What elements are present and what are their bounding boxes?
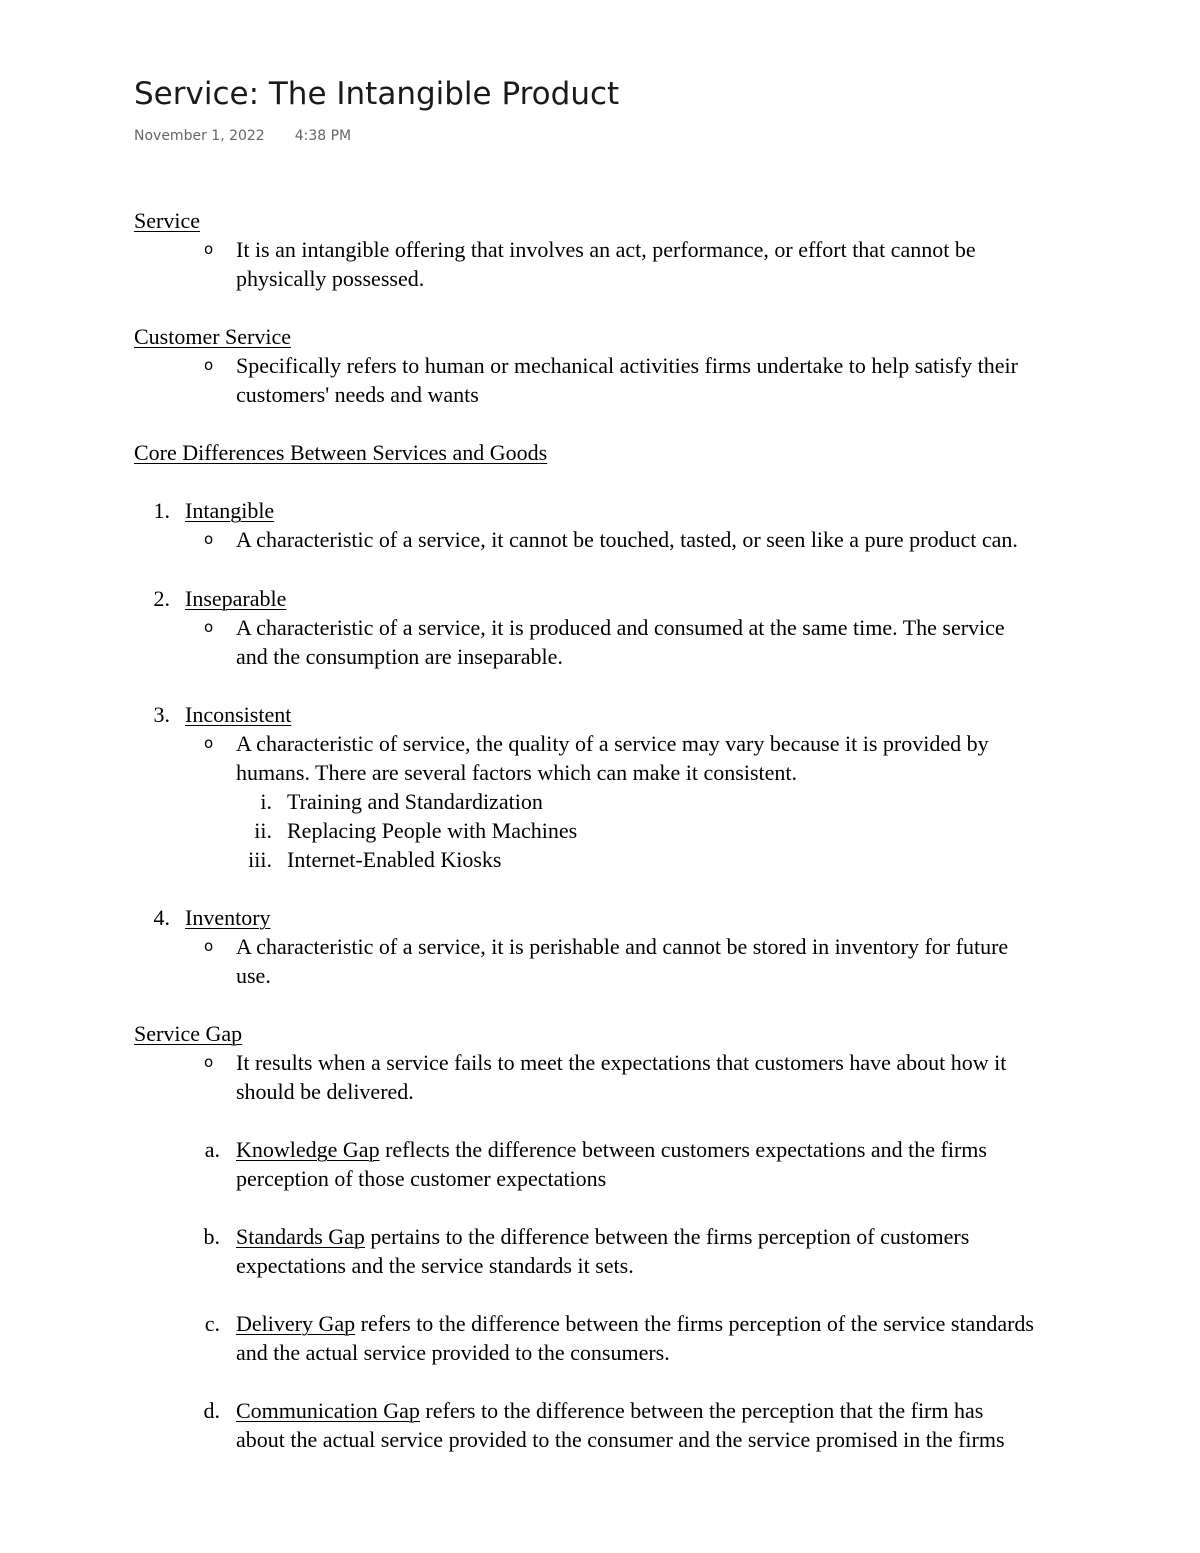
page-title: Service: The Intangible Product <box>134 76 620 112</box>
gap-text: and the actual service provided to the consumers. <box>236 1340 670 1365</box>
item-text-line: A characteristic of service, the quality of a service may vary because it is provided by <box>236 731 989 756</box>
note-time: 4:38 PM <box>294 128 352 144</box>
bullet-glyph: o <box>204 1053 214 1071</box>
gap-marker: d. <box>203 1398 220 1423</box>
item-label-intangible: Intangible <box>185 498 275 523</box>
gap-line <box>236 1222 969 1251</box>
gap-text: pertains to the difference between the firms perception of customers <box>364 1224 970 1249</box>
bullet-glyph: o <box>204 240 214 258</box>
gap-text: expectations and the service standards it sets. <box>236 1253 634 1278</box>
gap-term-standards: Standards Gap <box>236 1224 365 1249</box>
gap-marker: c. <box>204 1311 220 1336</box>
sub-list-marker: iii. <box>248 847 272 872</box>
item-text-line: A characteristic of a service, it is perishable and cannot be stored in inventory for future <box>236 934 1009 959</box>
heading-customer-service: Customer Service <box>134 324 292 349</box>
gap-marker: b. <box>203 1224 220 1249</box>
service-definition-line: It is an intangible offering that involves an act, performance, or effort that cannot be <box>236 237 976 262</box>
bullet-glyph: o <box>204 356 214 374</box>
service-definition-line: physically possessed. <box>236 266 425 291</box>
gap-term-communication: Communication Gap <box>236 1398 420 1423</box>
service-gap-line: It results when a service fails to meet the expectations that customers have about how it <box>236 1050 1007 1075</box>
item-text-line: humans. There are several factors which can make it consistent. <box>236 760 797 785</box>
heading-service-gap: Service Gap <box>134 1021 243 1046</box>
list-marker: 3. <box>153 702 170 727</box>
gap-line <box>236 1135 987 1164</box>
item-text-line: use. <box>236 963 271 988</box>
note-timestamp <box>134 126 351 146</box>
item-label-inventory: Inventory <box>185 905 271 930</box>
gap-text: about the actual service provided to the consumer and the service promised in the firms <box>236 1427 1005 1452</box>
service-gap-line: should be delivered. <box>236 1079 414 1104</box>
gap-text: perception of those customer expectations <box>236 1166 607 1191</box>
gap-text: refers to the difference between the firms perception of the service standards <box>355 1311 1034 1336</box>
heading-core-differences: Core Differences Between Services and Goods <box>134 440 548 465</box>
sub-list-item: Replacing People with Machines <box>287 818 578 843</box>
gap-marker: a. <box>204 1137 220 1162</box>
gap-term-delivery: Delivery Gap <box>236 1311 356 1336</box>
sub-list-marker: ii. <box>254 818 272 843</box>
bullet-glyph: o <box>204 530 214 548</box>
list-marker: 1. <box>153 498 170 523</box>
customer-service-line: Specifically refers to human or mechanical activities firms undertake to help satisfy their <box>236 353 1018 378</box>
gap-text: refers to the difference between the perception that the firm has <box>419 1398 984 1423</box>
bullet-glyph: o <box>204 618 214 636</box>
sub-list-item: Internet-Enabled Kiosks <box>287 847 502 872</box>
item-label-inconsistent: Inconsistent <box>185 702 292 727</box>
customer-service-line: customers' needs and wants <box>236 382 479 407</box>
gap-term-knowledge: Knowledge Gap <box>236 1137 380 1162</box>
sub-list-item: Training and Standardization <box>287 789 543 814</box>
item-label-inseparable: Inseparable <box>185 586 287 611</box>
item-text-line: and the consumption are inseparable. <box>236 644 563 669</box>
bullet-glyph: o <box>204 734 214 752</box>
heading-service: Service <box>134 208 200 233</box>
gap-line <box>236 1309 1034 1338</box>
gap-line <box>236 1396 983 1425</box>
item-text-line: A characteristic of a service, it is produced and consumed at the same time. The service <box>236 615 1005 640</box>
list-marker: 2. <box>153 586 170 611</box>
sub-list-marker: i. <box>260 789 272 814</box>
item-text-line: A characteristic of a service, it cannot be touched, tasted, or seen like a pure product can. <box>236 527 1018 552</box>
note-date: November 1, 2022 <box>134 128 265 144</box>
list-marker: 4. <box>153 905 170 930</box>
bullet-glyph: o <box>204 937 214 955</box>
gap-text: reflects the difference between customers expectations and the firms <box>379 1137 987 1162</box>
